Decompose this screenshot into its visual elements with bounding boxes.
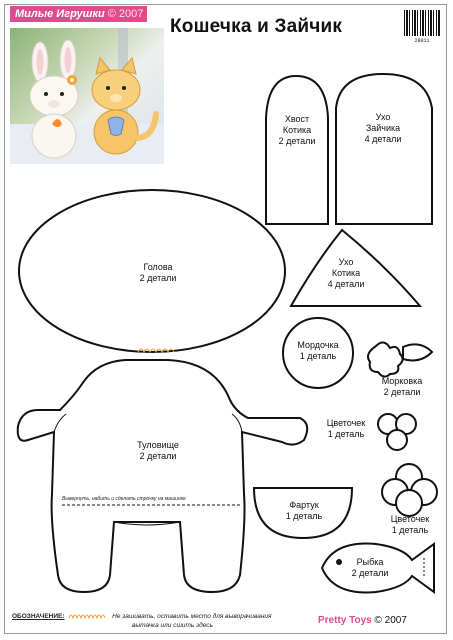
label-tail-cat-count: 2 детали [278, 136, 316, 146]
label-ear-cat [318, 257, 374, 290]
label-ear-cat-count: 4 детали [327, 279, 365, 289]
carrot-shape [368, 342, 403, 376]
label-head-count: 2 детали [139, 273, 177, 283]
flower-small-shape [378, 414, 416, 450]
label-body-count: 2 детали [139, 451, 177, 461]
label-carrot-name: Морковка [381, 376, 423, 386]
label-flower-large [378, 514, 442, 536]
label-apron [276, 500, 332, 522]
label-ear-bunny-count: 4 детали [364, 134, 402, 144]
label-tail-cat [268, 114, 326, 147]
label-muzzle [288, 340, 348, 362]
label-body-name: Туловище [137, 440, 179, 450]
tail-cat-shape [266, 76, 328, 224]
label-muzzle-count: 1 деталь [299, 351, 337, 361]
label-head [118, 262, 198, 284]
legend-line-2 [12, 621, 272, 630]
label-carrot [372, 376, 432, 398]
label-apron-name: Фартук [289, 500, 319, 510]
label-tail-cat-sub: Котика [282, 125, 312, 135]
body-opening-note: Вывернуть, набить и сделать строчку на машинке [62, 496, 186, 502]
label-body [118, 440, 198, 462]
legend-label: ОБОЗНАЧЕНИЕ: [12, 613, 65, 620]
brand-year: © 2007 [107, 8, 144, 20]
label-ear-bunny [348, 112, 418, 145]
footer-brand: Pretty Toys [318, 615, 372, 626]
label-flower-small-name: Цветочек [326, 418, 366, 428]
label-fish-count: 2 детали [351, 568, 389, 578]
legend-text-1: Не зашивать, оставить место для выворачивания [112, 613, 272, 620]
carrot-body-shape [403, 344, 432, 360]
product-code: 28011 [414, 38, 430, 44]
brand-footer [318, 615, 407, 626]
label-flower-large-name: Цветочек [390, 514, 430, 524]
label-apron-count: 1 деталь [285, 511, 323, 521]
label-carrot-count: 2 детали [383, 387, 421, 397]
body-shape [18, 360, 307, 592]
label-ear-cat-name: Ухо [338, 257, 354, 267]
flower-large-shape [382, 464, 437, 516]
label-flower-large-count: 1 деталь [391, 525, 429, 535]
label-ear-cat-sub: Котика [331, 268, 361, 278]
footer-year: © 2007 [374, 615, 407, 626]
legend [12, 612, 272, 630]
label-head-name: Голова [143, 262, 173, 272]
legend-line-1 [12, 612, 272, 621]
ear-bunny-shape [336, 74, 432, 224]
page-title: Кошечка и Зайчик [170, 16, 343, 37]
label-fish-name: Рыбка [356, 557, 384, 567]
label-ear-bunny-sub: Зайчика [365, 123, 401, 133]
label-flower-small-count: 1 деталь [327, 429, 365, 439]
legend-text-2: вытачка или сшить здесь [132, 622, 213, 629]
label-ear-bunny-name: Ухо [375, 112, 391, 122]
squiggle-icon [68, 613, 108, 619]
label-flower-small [316, 418, 376, 440]
label-tail-cat-name: Хвост [284, 114, 310, 124]
brand-name: Милые Игрушки [15, 8, 105, 20]
label-muzzle-name: Мордочка [297, 340, 339, 350]
label-fish [340, 557, 400, 579]
